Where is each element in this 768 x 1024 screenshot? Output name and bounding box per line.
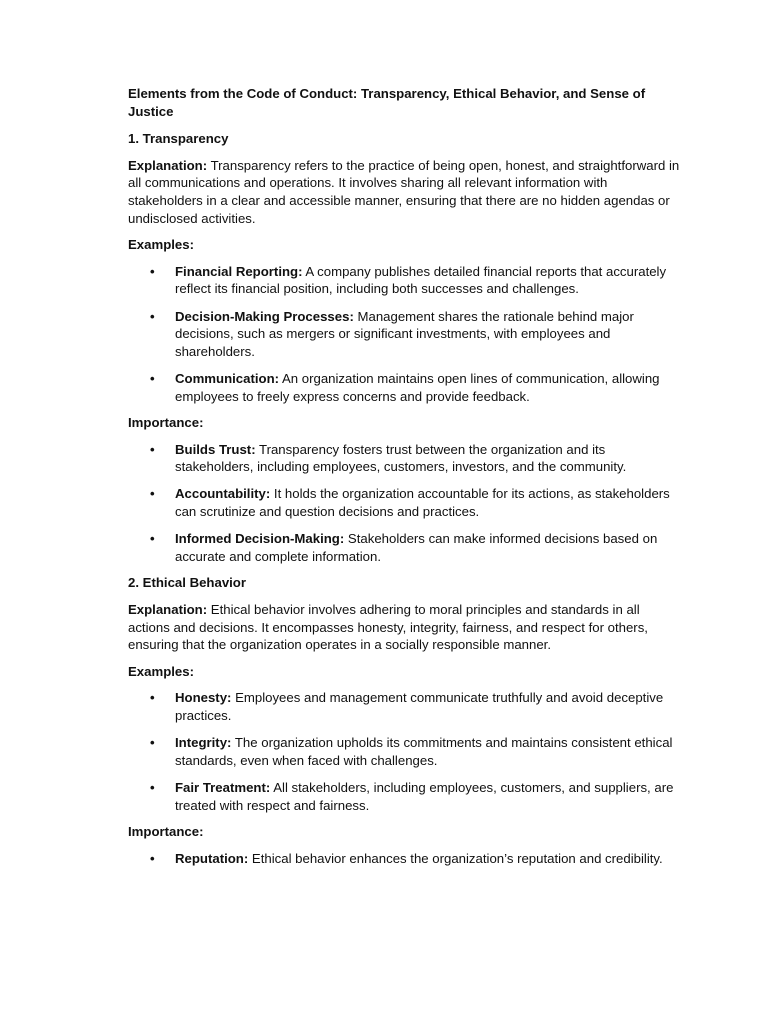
bullet-icon: • — [150, 779, 155, 795]
list-item — [128, 370, 680, 405]
bullet-icon: • — [150, 690, 155, 706]
transparency-examples-list — [128, 263, 680, 405]
item-text: An organization maintains open lines of communication, allowing employees to freely express concerns and provide feedback. — [175, 370, 660, 404]
explanation-text: Transparency refers to the practice of being open, honest, and straightforward in all communications and operations. It involves sharing all relevant information with stakeholders in a clear and accessible manner, ensuring that there are no hidden agendas or undisclosed activities. — [128, 157, 680, 226]
bullet-icon: • — [150, 441, 155, 457]
ethical-examples-heading: Examples: — [128, 663, 194, 679]
ethical-explanation — [128, 601, 680, 654]
transparency-explanation — [128, 157, 680, 227]
document-title: Elements from the Code of Conduct: Transparency, Ethical Behavior, and Sense of Justice — [128, 86, 646, 119]
transparency-importance-heading: Importance: — [128, 415, 204, 431]
item-label: Fair Treatment: — [175, 779, 271, 795]
list-item — [128, 485, 680, 520]
list-item — [128, 850, 680, 868]
bullet-icon: • — [150, 850, 155, 866]
item-label: Integrity: — [175, 735, 232, 751]
item-label: Decision-Making Processes: — [175, 308, 354, 324]
bullet-icon: • — [150, 370, 155, 386]
bullet-icon: • — [150, 735, 155, 751]
item-label: Reputation: — [175, 850, 249, 866]
list-item — [128, 779, 680, 814]
bullet-icon: • — [150, 263, 155, 279]
section-heading-transparency: 1. Transparency — [128, 131, 229, 147]
item-text: The organization upholds its commitments and maintains consistent ethical standards, even when faced with challenges. — [175, 735, 673, 768]
item-text: Management shares the rationale behind major decisions, such as mergers or significant investments, with employees and shareholders. — [175, 308, 634, 359]
list-item — [128, 263, 680, 298]
bullet-icon: • — [150, 531, 155, 547]
item-text: Employees and management communicate truthfully and avoid deceptive practices. — [175, 690, 664, 723]
transparency-importance-list — [128, 441, 680, 566]
list-item — [128, 530, 680, 565]
document-page — [128, 85, 680, 876]
item-label: Accountability: — [175, 486, 271, 502]
transparency-examples-heading: Examples: — [128, 237, 194, 253]
ethical-importance-list — [128, 850, 680, 868]
item-text: Stakeholders can make informed decisions based on accurate and complete information. — [175, 531, 658, 564]
bullet-icon: • — [150, 308, 155, 324]
item-text: Transparency fosters trust between the organization and its stakeholders, including employees, customers, investors, and the community. — [175, 441, 627, 475]
item-text: A company publishes detailed financial reports that accurately reflect its financial position, including both successes and challenges. — [175, 263, 667, 297]
explanation-text: Ethical behavior involves adhering to moral principles and standards in all actions and decisions. It encompasses honesty, integrity, fairness, and respect for others, ensuring that the organization operates in a socially responsible manner. — [128, 602, 648, 653]
item-text: It holds the organization accountable for its actions, as stakeholders can scrutinize and question decisions and practices. — [175, 486, 670, 520]
bullet-icon: • — [150, 486, 155, 502]
item-text: Ethical behavior enhances the organization’s reputation and credibility. — [248, 850, 663, 866]
ethical-examples-list — [128, 689, 680, 814]
explanation-label: Explanation: — [128, 157, 208, 173]
item-label: Builds Trust: — [175, 441, 256, 457]
list-item — [128, 734, 680, 769]
explanation-label: Explanation: — [128, 602, 208, 618]
item-label: Honesty: — [175, 690, 232, 706]
list-item — [128, 441, 680, 476]
item-label: Informed Decision-Making: — [175, 531, 345, 547]
list-item — [128, 308, 680, 361]
item-text: All stakeholders, including employees, customers, and suppliers, are treated with respect and fairness. — [175, 779, 674, 813]
ethical-importance-heading: Importance: — [128, 824, 204, 840]
list-item — [128, 689, 680, 724]
item-label: Communication: — [175, 370, 280, 386]
item-label: Financial Reporting: — [175, 263, 303, 279]
section-heading-ethical-behavior: 2. Ethical Behavior — [128, 575, 246, 591]
